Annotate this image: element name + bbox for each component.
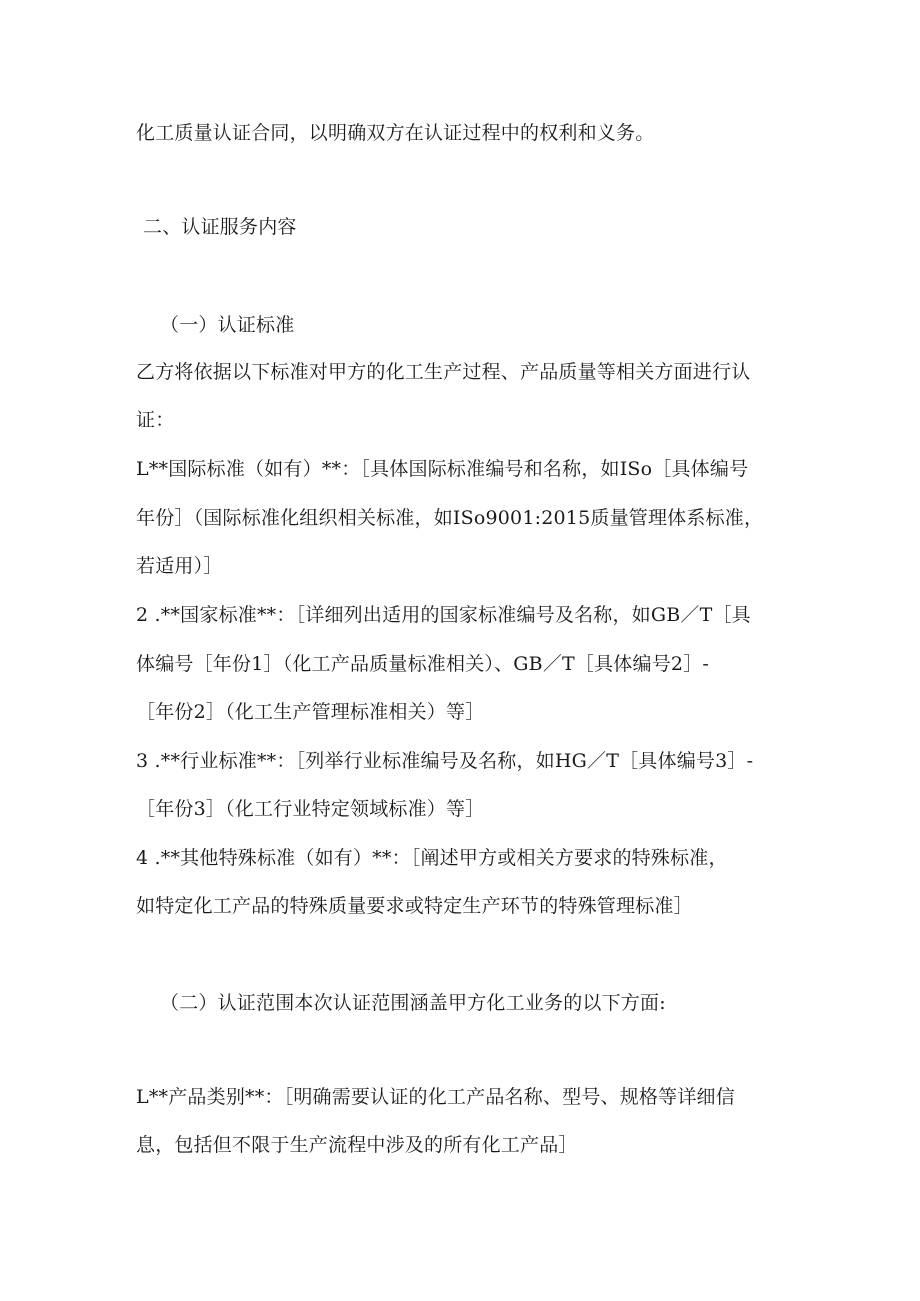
standard-item-2-line: 体编号［年份1］（化工产品质量标准相关）、GB／T［具体编号2］- [136,653,710,675]
standard-item-3-line: ［年份3］（化工行业特定领域标准）等］ [136,798,485,820]
intro-continuation: 化工质量认证合同，以明确双方在认证过程中的权利和义务。 [136,122,655,144]
standard-item-4-line: 4 .**其他特殊标准（如有）**：［阐述甲方或相关方要求的特殊标准， [136,847,728,869]
standard-item-2-line: ［年份2］（化工生产管理标准相关）等］ [136,701,485,723]
standard-item-2-line: 2 .**国家标准**：［详细列出适用的国家标准编号及名称，如GB／T［具 [136,604,751,626]
subsection-1-intro-line: 证： [136,409,175,431]
standard-item-3-line: 3 .**行业标准**：［列举行业标准编号及名称，如HG／T［具体编号3］- [136,750,754,772]
subsection-1-intro-line: 乙方将依据以下标准对甲方的化工生产过程、产品质量等相关方面进行认 [136,361,751,383]
standard-item-1-line: 年份］（国际标准化组织相关标准，如ISo9001:2015质量管理体系标准， [136,507,764,529]
standard-item-1-line: 若适用）］ [136,555,223,577]
scope-item-1-line: 息，包括但不限于生产流程中涉及的所有化工产品］ [136,1134,578,1156]
subsection-2-heading: （二）认证范围本次认证范围涵盖甲方化工业务的以下方面: [160,992,666,1014]
section-heading: 二、认证服务内容 [143,216,297,238]
standard-item-1-line: L**国际标准（如有）**：［具体国际标准编号和名称，如ISo［具体编号 [136,458,749,480]
standard-item-4-line: 如特定化工产品的特殊质量要求或特定生产环节的特殊管理标准］ [136,895,693,917]
subsection-1-heading: （一）认证标准 [160,314,295,336]
scope-item-1-line: L**产品类别**：［明确需要认证的化工产品名称、型号、规格等详细信 [136,1086,735,1108]
